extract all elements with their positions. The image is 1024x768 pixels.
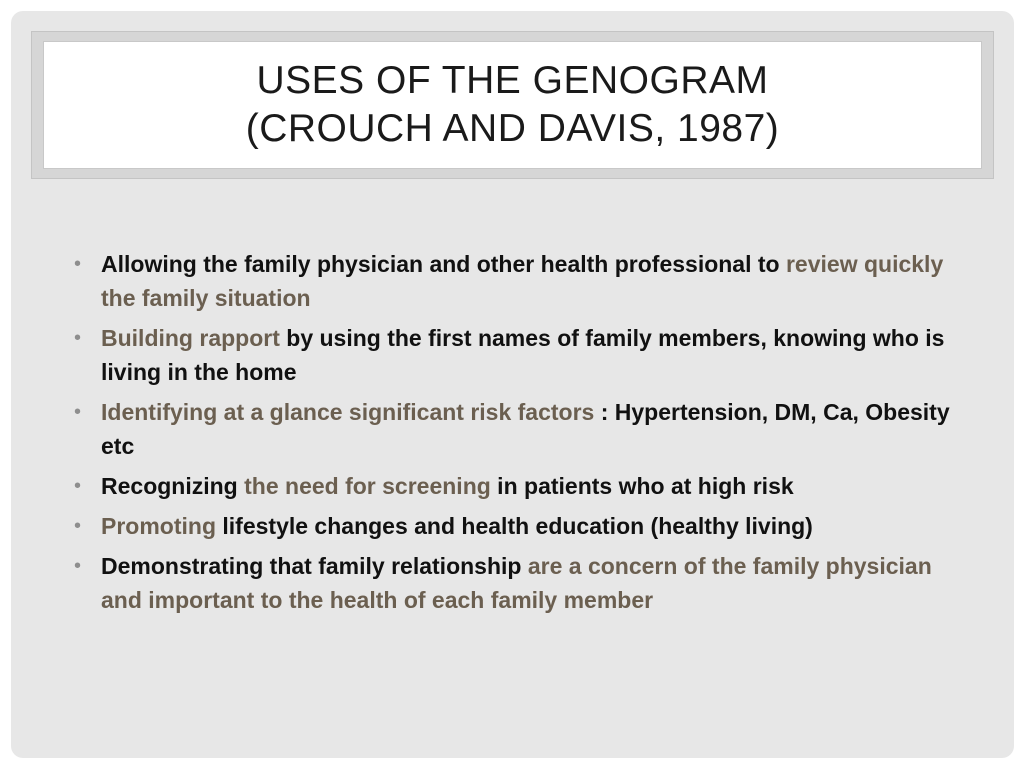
bullet-highlight: are a concern of the family physician and important to the health of each family member xyxy=(101,553,932,613)
title-frame xyxy=(31,31,994,179)
bullet-text: : Hypertension, DM, Ca, Obesity etc xyxy=(101,399,950,459)
bullet-highlight: Identifying at a glance significant risk factors xyxy=(101,399,595,425)
bullet-text: by using the first names of family members, knowing who is living in the home xyxy=(101,325,945,385)
bullet-highlight: Building rapport xyxy=(101,325,280,351)
bullet-item xyxy=(74,395,954,463)
bullet-dot-icon: • xyxy=(74,475,82,497)
bullet-dot-icon: • xyxy=(74,327,82,349)
bullet-dot-icon: • xyxy=(74,515,82,537)
bullet-text: in patients who at high risk xyxy=(490,473,794,499)
bullet-text: Demonstrating that family relationship xyxy=(101,553,522,579)
bullet-item xyxy=(74,549,954,617)
slide-title xyxy=(246,57,780,153)
title-box xyxy=(43,41,982,169)
bullet-highlight: review quickly the family situation xyxy=(101,251,944,311)
bullet-text: lifestyle changes and health education (healthy living) xyxy=(216,513,813,539)
bullet-item xyxy=(74,247,954,315)
bullet-item xyxy=(74,321,954,389)
bullet-highlight: Promoting xyxy=(101,513,216,539)
bullet-text: Allowing the family physician and other health professional to xyxy=(101,251,786,277)
bullet-item xyxy=(74,509,954,543)
bullet-list xyxy=(74,247,954,623)
title-line-1: USES OF THE GENOGRAM xyxy=(256,59,769,102)
bullet-text: Recognizing xyxy=(101,473,245,499)
slide xyxy=(11,11,1014,758)
bullet-dot-icon: • xyxy=(74,555,82,577)
bullet-dot-icon: • xyxy=(74,253,82,275)
bullet-highlight: the need for screening xyxy=(244,473,491,499)
title-line-2: (CROUCH AND DAVIS, 1987) xyxy=(245,107,780,150)
bullet-item xyxy=(74,469,954,503)
bullet-dot-icon: • xyxy=(74,401,82,423)
